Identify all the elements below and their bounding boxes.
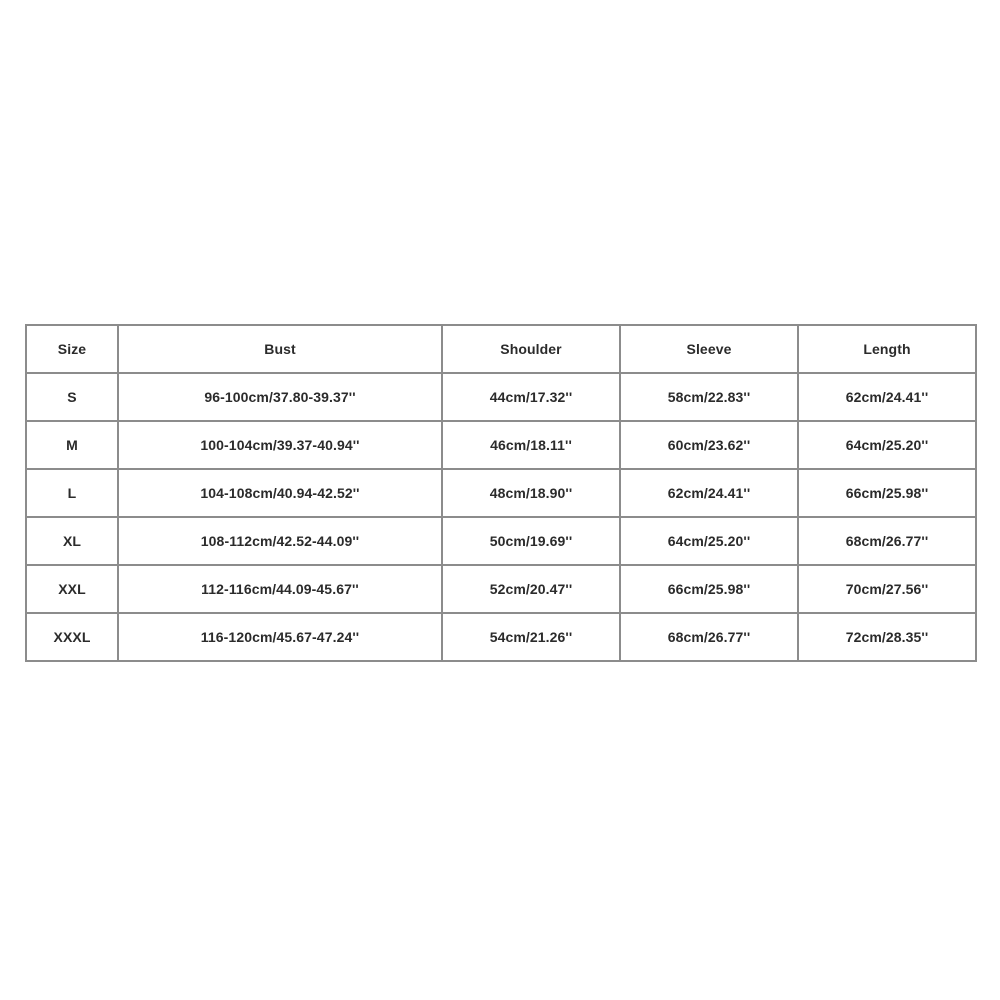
table-row <box>26 373 976 421</box>
table-row <box>26 613 976 661</box>
cell-length: 68cm/26.77'' <box>798 517 976 565</box>
cell-sleeve: 68cm/26.77'' <box>620 613 798 661</box>
cell-size: L <box>26 469 118 517</box>
cell-size: XL <box>26 517 118 565</box>
cell-bust: 112-116cm/44.09-45.67'' <box>118 565 442 613</box>
cell-bust: 116-120cm/45.67-47.24'' <box>118 613 442 661</box>
cell-sleeve: 64cm/25.20'' <box>620 517 798 565</box>
cell-bust: 96-100cm/37.80-39.37'' <box>118 373 442 421</box>
table-row <box>26 565 976 613</box>
size-chart-table <box>25 324 977 662</box>
cell-bust: 100-104cm/39.37-40.94'' <box>118 421 442 469</box>
cell-sleeve: 60cm/23.62'' <box>620 421 798 469</box>
table-header <box>26 325 976 373</box>
cell-length: 72cm/28.35'' <box>798 613 976 661</box>
cell-size: XXL <box>26 565 118 613</box>
table-body <box>26 373 976 661</box>
header-length: Length <box>798 325 976 373</box>
cell-shoulder: 54cm/21.26'' <box>442 613 620 661</box>
cell-length: 66cm/25.98'' <box>798 469 976 517</box>
cell-size: M <box>26 421 118 469</box>
header-size: Size <box>26 325 118 373</box>
cell-sleeve: 62cm/24.41'' <box>620 469 798 517</box>
cell-sleeve: 66cm/25.98'' <box>620 565 798 613</box>
cell-sleeve: 58cm/22.83'' <box>620 373 798 421</box>
cell-shoulder: 44cm/17.32'' <box>442 373 620 421</box>
cell-bust: 104-108cm/40.94-42.52'' <box>118 469 442 517</box>
cell-size: XXXL <box>26 613 118 661</box>
cell-length: 62cm/24.41'' <box>798 373 976 421</box>
cell-length: 70cm/27.56'' <box>798 565 976 613</box>
header-row <box>26 325 976 373</box>
table-row <box>26 421 976 469</box>
table-row <box>26 517 976 565</box>
cell-shoulder: 50cm/19.69'' <box>442 517 620 565</box>
header-sleeve: Sleeve <box>620 325 798 373</box>
table-row <box>26 469 976 517</box>
cell-shoulder: 48cm/18.90'' <box>442 469 620 517</box>
cell-length: 64cm/25.20'' <box>798 421 976 469</box>
cell-bust: 108-112cm/42.52-44.09'' <box>118 517 442 565</box>
cell-shoulder: 52cm/20.47'' <box>442 565 620 613</box>
cell-shoulder: 46cm/18.11'' <box>442 421 620 469</box>
cell-size: S <box>26 373 118 421</box>
header-bust: Bust <box>118 325 442 373</box>
header-shoulder: Shoulder <box>442 325 620 373</box>
